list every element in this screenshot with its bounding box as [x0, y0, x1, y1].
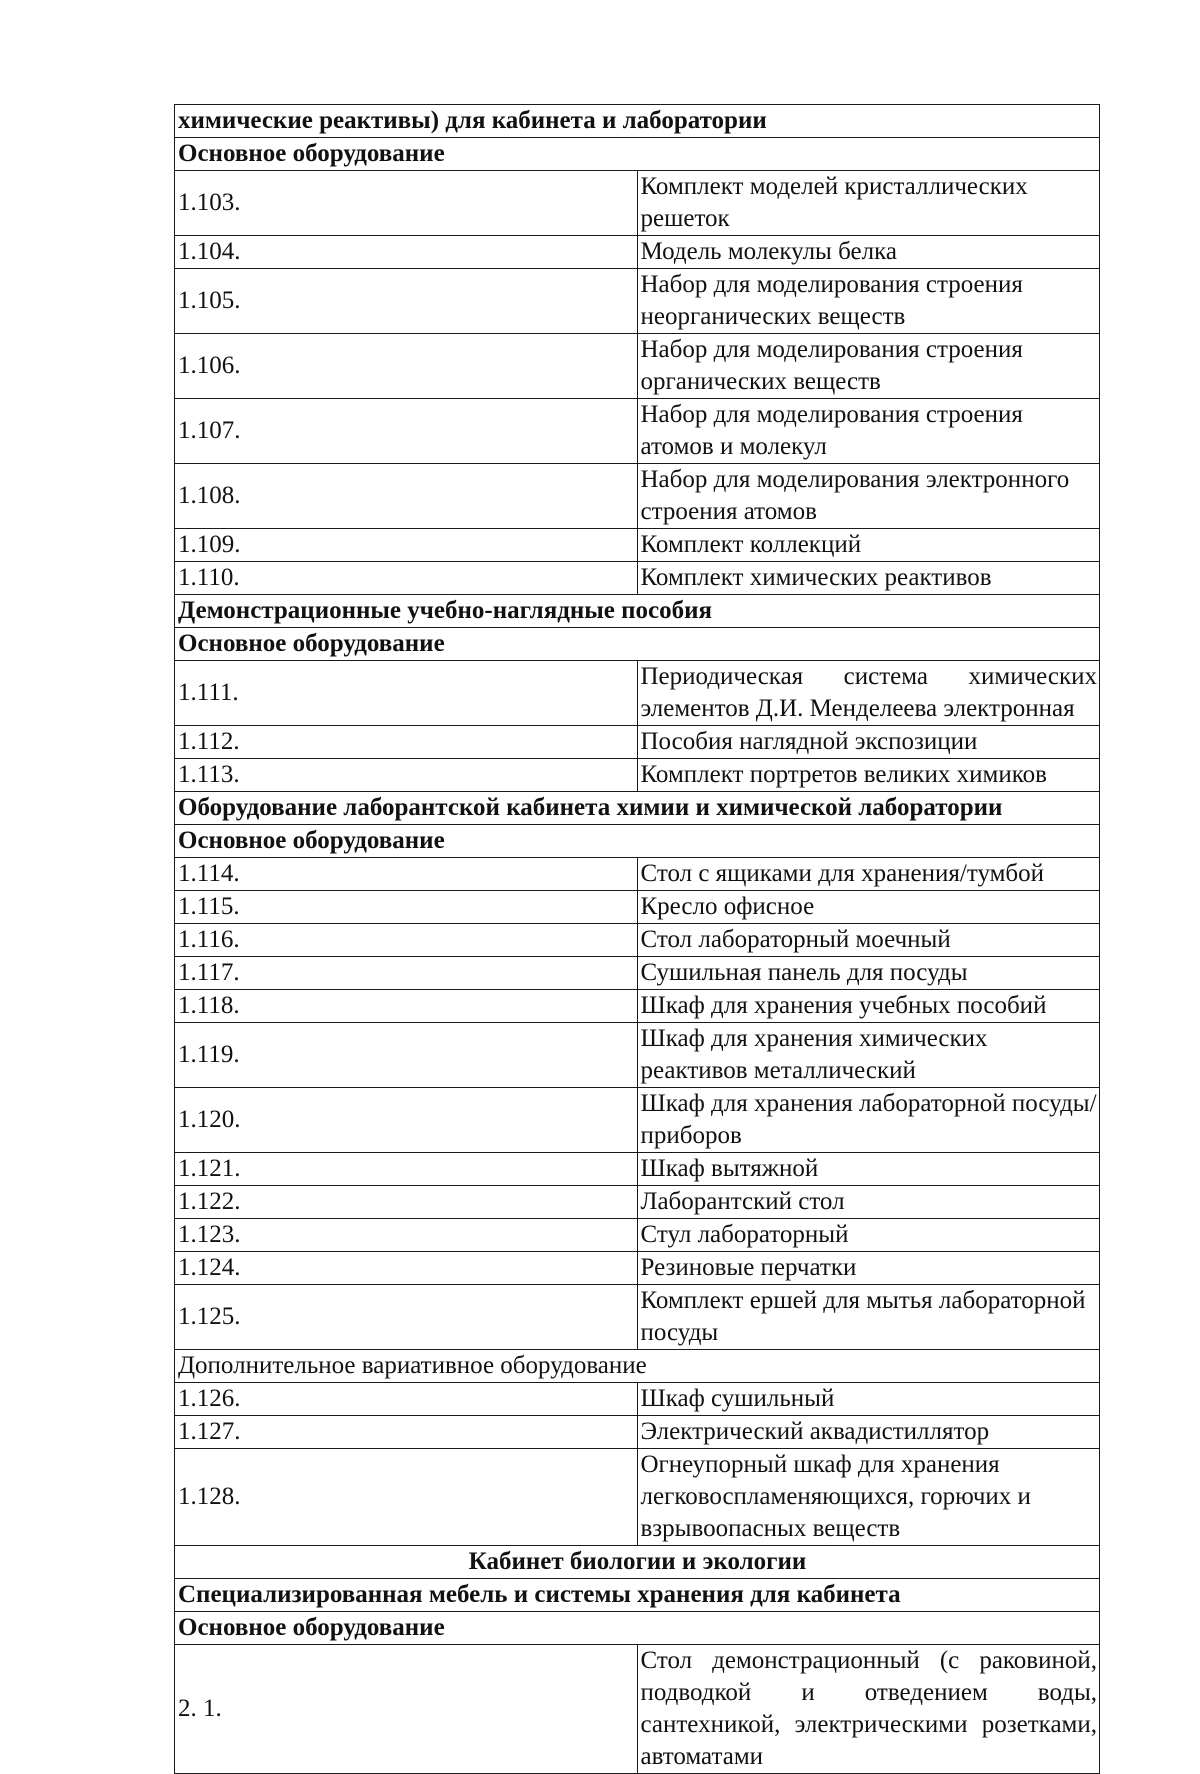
item-name: Лаборантский стол	[637, 1186, 1100, 1219]
item-number: 1.120.	[175, 1088, 638, 1153]
equipment-table-body	[175, 105, 1100, 1774]
item-number: 1.110.	[175, 562, 638, 595]
item-number: 1.122.	[175, 1186, 638, 1219]
item-number: 1.115.	[175, 891, 638, 924]
item-name: Комплект портретов великих химиков	[637, 759, 1100, 792]
item-number: 1.128.	[175, 1449, 638, 1546]
item-number: 1.124.	[175, 1252, 638, 1285]
section-header-row	[175, 105, 1100, 138]
section-header: Специализированная мебель и системы хранения для кабинета	[175, 1579, 1100, 1612]
item-name: Комплект химических реактивов	[637, 562, 1100, 595]
table-row	[175, 957, 1100, 990]
section-header-row	[175, 138, 1100, 171]
item-number: 1.111.	[175, 661, 638, 726]
table-row	[175, 1153, 1100, 1186]
section-header: Основное оборудование	[175, 1612, 1100, 1645]
table-row	[175, 924, 1100, 957]
item-number: 2. 1.	[175, 1645, 638, 1774]
table-row	[175, 891, 1100, 924]
item-name: Набор для моделирования строения неорганических веществ	[637, 269, 1100, 334]
section-subheader: Дополнительное вариативное оборудование	[175, 1350, 1100, 1383]
item-name: Комплект коллекций	[637, 529, 1100, 562]
item-number: 1.127.	[175, 1416, 638, 1449]
section-header-row	[175, 595, 1100, 628]
item-number: 1.109.	[175, 529, 638, 562]
section-header: Демонстрационные учебно-наглядные пособия	[175, 595, 1100, 628]
table-row	[175, 1645, 1100, 1774]
item-name: Стол лабораторный моечный	[637, 924, 1100, 957]
item-number: 1.113.	[175, 759, 638, 792]
item-number: 1.123.	[175, 1219, 638, 1252]
table-row	[175, 1383, 1100, 1416]
item-number: 1.107.	[175, 399, 638, 464]
table-row	[175, 464, 1100, 529]
item-name: Пособия наглядной экспозиции	[637, 726, 1100, 759]
item-number: 1.104.	[175, 236, 638, 269]
table-row	[175, 269, 1100, 334]
table-row	[175, 858, 1100, 891]
section-header: Основное оборудование	[175, 628, 1100, 661]
section-header-row	[175, 1579, 1100, 1612]
item-number: 1.119.	[175, 1023, 638, 1088]
table-row	[175, 1088, 1100, 1153]
section-header: химические реактивы) для кабинета и лаборатории	[175, 105, 1100, 138]
item-name: Шкаф для хранения лабораторной посуды/приборов	[637, 1088, 1100, 1153]
item-number: 1.118.	[175, 990, 638, 1023]
section-title: Кабинет биологии и экологии	[175, 1546, 1100, 1579]
item-number: 1.126.	[175, 1383, 638, 1416]
table-row	[175, 661, 1100, 726]
item-name: Шкаф вытяжной	[637, 1153, 1100, 1186]
table-row	[175, 1219, 1100, 1252]
table-row	[175, 1416, 1100, 1449]
item-number: 1.105.	[175, 269, 638, 334]
item-name: Набор для моделирования строения органических веществ	[637, 334, 1100, 399]
section-header-row	[175, 792, 1100, 825]
section-header: Основное оборудование	[175, 138, 1100, 171]
section-header: Основное оборудование	[175, 825, 1100, 858]
item-number: 1.106.	[175, 334, 638, 399]
section-title-row	[175, 1546, 1100, 1579]
table-row	[175, 529, 1100, 562]
item-name: Шкаф для хранения химических реактивов металлический	[637, 1023, 1100, 1088]
table-row	[175, 236, 1100, 269]
table-row	[175, 990, 1100, 1023]
item-name: Шкаф сушильный	[637, 1383, 1100, 1416]
item-number: 1.125.	[175, 1285, 638, 1350]
item-name: Модель молекулы белка	[637, 236, 1100, 269]
table-row	[175, 399, 1100, 464]
table-row	[175, 1285, 1100, 1350]
item-number: 1.117.	[175, 957, 638, 990]
item-name: Резиновые перчатки	[637, 1252, 1100, 1285]
table-row	[175, 562, 1100, 595]
table-row	[175, 1449, 1100, 1546]
item-number: 1.114.	[175, 858, 638, 891]
item-number: 1.108.	[175, 464, 638, 529]
equipment-table	[174, 104, 1100, 1774]
item-name: Стол с ящиками для хранения/тумбой	[637, 858, 1100, 891]
item-name: Сушильная панель для посуды	[637, 957, 1100, 990]
item-name: Стол демонстрационный (с раковиной, подводкой и отведением воды, сантехникой, электрическими розетками, автоматами	[637, 1645, 1100, 1774]
section-subheader-row	[175, 1350, 1100, 1383]
section-header: Оборудование лаборантской кабинета химии и химической лаборатории	[175, 792, 1100, 825]
table-row	[175, 1252, 1100, 1285]
item-name: Огнеупорный шкаф для хранения легковоспламеняющихся, горючих и взрывоопасных веществ	[637, 1449, 1100, 1546]
section-header-row	[175, 1612, 1100, 1645]
item-name: Кресло офисное	[637, 891, 1100, 924]
item-name: Шкаф для хранения учебных пособий	[637, 990, 1100, 1023]
table-row	[175, 171, 1100, 236]
table-row	[175, 1023, 1100, 1088]
item-name: Комплект моделей кристаллических решеток	[637, 171, 1100, 236]
item-name: Комплект ершей для мытья лабораторной посуды	[637, 1285, 1100, 1350]
item-name: Набор для моделирования строения атомов и молекул	[637, 399, 1100, 464]
item-number: 1.103.	[175, 171, 638, 236]
item-number: 1.112.	[175, 726, 638, 759]
item-name: Стул лабораторный	[637, 1219, 1100, 1252]
section-header-row	[175, 825, 1100, 858]
item-name: Набор для моделирования электронного строения атомов	[637, 464, 1100, 529]
section-header-row	[175, 628, 1100, 661]
table-row	[175, 759, 1100, 792]
table-row	[175, 334, 1100, 399]
item-number: 1.116.	[175, 924, 638, 957]
item-number: 1.121.	[175, 1153, 638, 1186]
item-name: Периодическая система химических элементов Д.И. Менделеева электронная	[637, 661, 1100, 726]
item-name: Электрический аквадистиллятор	[637, 1416, 1100, 1449]
table-row	[175, 1186, 1100, 1219]
table-row	[175, 726, 1100, 759]
